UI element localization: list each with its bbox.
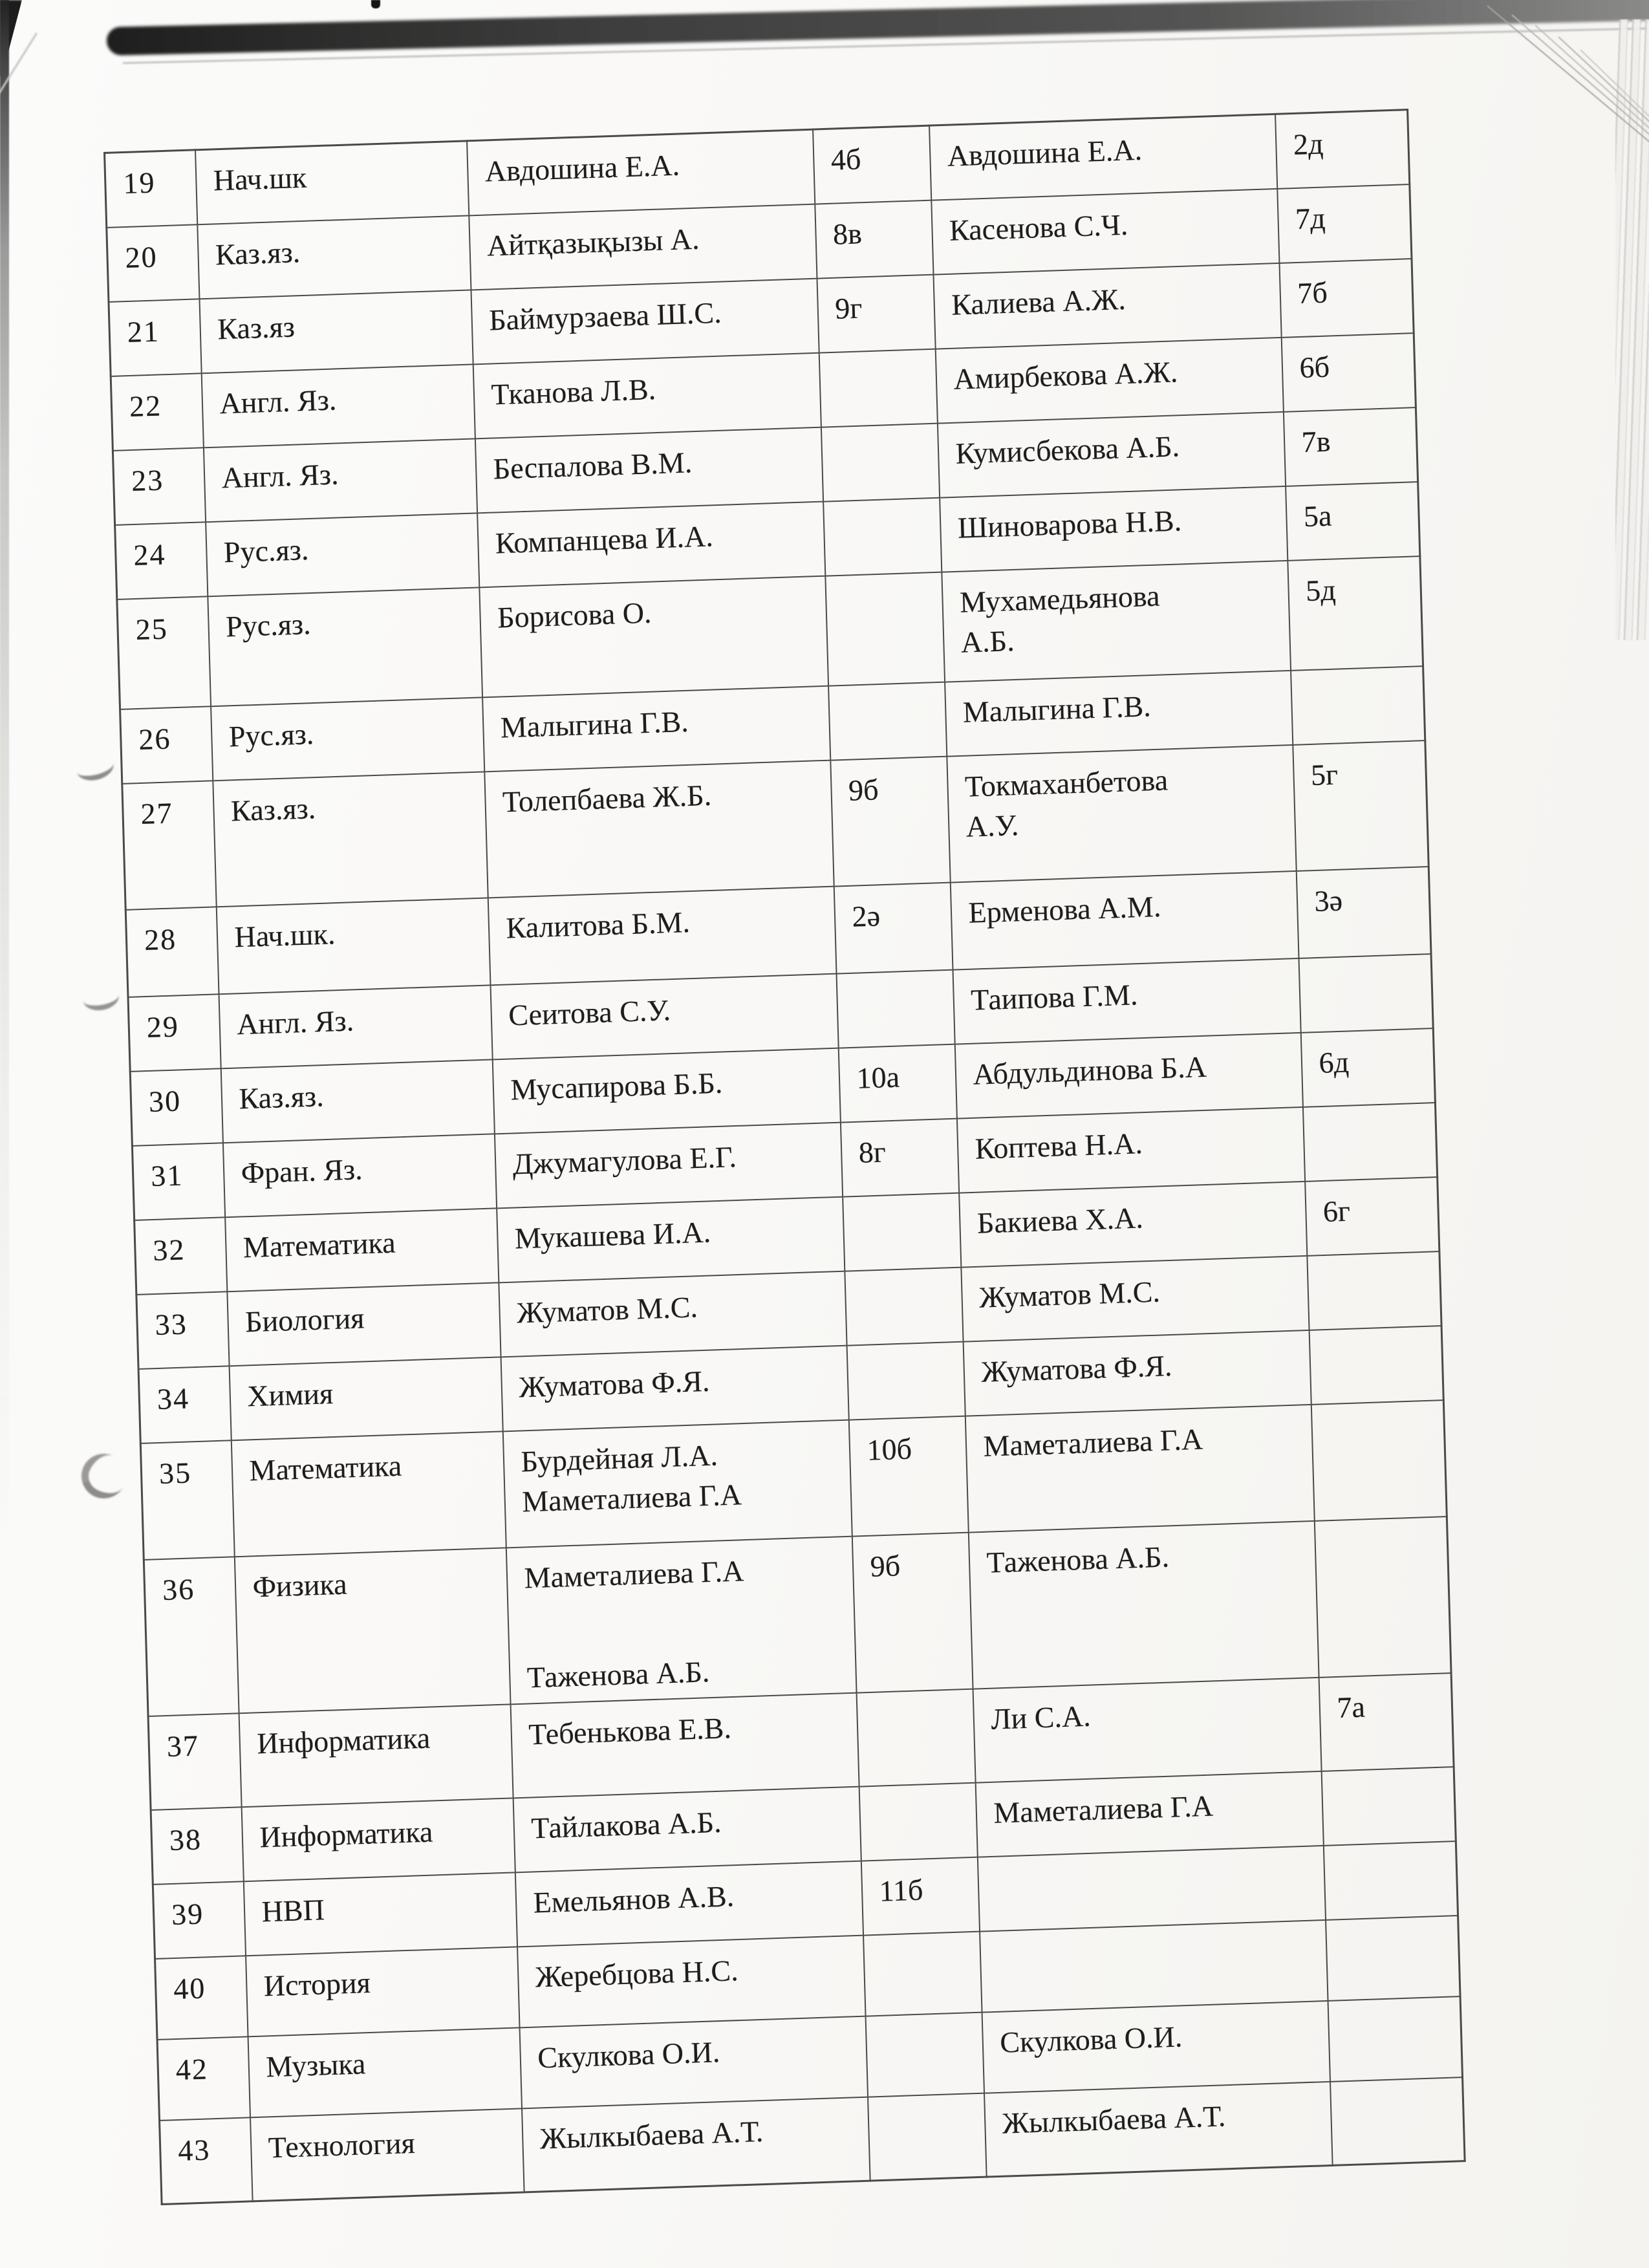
- teacher-table: [103, 109, 1466, 2205]
- cell-text: Тебенькова Е.В.: [528, 1711, 732, 1751]
- cell-text: 31: [150, 1158, 184, 1193]
- teacher-cell: [477, 501, 825, 587]
- cell-text: Англ. Яз.: [236, 1003, 354, 1041]
- cell-text: Тайлакова А.Б.: [530, 1805, 722, 1845]
- homeroom-teacher-cell: [982, 2001, 1330, 2093]
- homeroom-teacher-cell: [950, 870, 1299, 969]
- teacher-cell: [494, 1122, 842, 1208]
- subject-cell: [231, 1431, 506, 1557]
- homeroom-class-cell: [1307, 1251, 1441, 1330]
- class-cell: [838, 1044, 956, 1122]
- cell-text: 10б: [866, 1431, 912, 1467]
- punch-hole-shadow: [74, 1446, 134, 1506]
- row-number-cell: [122, 781, 216, 910]
- cell-text: Математика: [248, 1449, 402, 1487]
- cell-text: Технология: [268, 2126, 416, 2165]
- cell-text: 22: [129, 388, 162, 423]
- homeroom-teacher-cell: [933, 263, 1281, 349]
- cell-text: Нач.шк: [213, 160, 307, 197]
- class-cell: [813, 125, 931, 204]
- row-number-cell: [160, 2117, 253, 2205]
- subject-cell: [211, 697, 484, 781]
- cell-text: Ли С.А.: [990, 1699, 1092, 1736]
- subject-cell: [243, 1872, 517, 1956]
- homeroom-class-cell: [1283, 407, 1417, 486]
- cell-text: Маметалиева Г.А: [521, 1477, 742, 1518]
- row-number-cell: [144, 1557, 239, 1716]
- homeroom-class-cell: [1314, 1517, 1451, 1678]
- subject-cell: [199, 290, 473, 373]
- class-cell: [865, 2012, 984, 2097]
- homeroom-class-cell: [1319, 1673, 1454, 1771]
- teacher-assignment-table: [103, 109, 1464, 2205]
- class-cell: [825, 572, 945, 686]
- cell-text: Емельянов А.В.: [532, 1879, 735, 1919]
- cell-text: НВП: [261, 1892, 325, 1928]
- cell-text: Информатика: [259, 1815, 433, 1854]
- cell-text: 29: [146, 1009, 180, 1044]
- class-cell: [834, 882, 953, 973]
- row-number-cell: [109, 299, 201, 376]
- teacher-cell: [522, 2097, 870, 2192]
- homeroom-teacher-cell: [940, 486, 1288, 572]
- row-number-cell: [155, 1956, 248, 2040]
- cell-text: 42: [175, 2052, 209, 2086]
- cell-text: 11б: [878, 1873, 924, 1908]
- cell-text: Ерменова А.М.: [967, 889, 1161, 929]
- class-cell: [845, 1267, 963, 1345]
- homeroom-teacher-cell: [961, 1255, 1309, 1341]
- cell-text: Жеребцова Н.С.: [535, 1953, 739, 1994]
- cell-text: Малыгина Г.В.: [962, 689, 1152, 729]
- subject-cell: [203, 438, 477, 522]
- class-cell: [861, 1857, 979, 1935]
- cell-text: Абдульдинова Б.А: [972, 1050, 1207, 1091]
- cell-text: 6г: [1322, 1194, 1351, 1228]
- homeroom-class-cell: [1281, 333, 1416, 412]
- row-number-cell: [120, 706, 213, 784]
- class-cell: [817, 274, 935, 352]
- cell-text: Рус.яз.: [228, 717, 314, 753]
- cell-text: Фран. Яз.: [241, 1152, 363, 1189]
- subject-cell: [195, 141, 469, 224]
- cell-text: Токмаханбетова: [964, 762, 1169, 803]
- class-cell: [830, 756, 950, 886]
- punch-hole-shadow: [74, 751, 116, 784]
- cell-text: 39: [171, 1897, 204, 1931]
- cell-text: Тканова Л.В.: [490, 372, 656, 411]
- teacher-cell: [475, 427, 823, 513]
- subject-cell: [201, 364, 475, 448]
- subject-cell: [219, 985, 492, 1068]
- class-cell: [856, 1689, 975, 1786]
- cell-text: 7в: [1301, 424, 1331, 459]
- cell-text: Каз.яз.: [238, 1079, 325, 1115]
- homeroom-teacher-cell: [942, 560, 1291, 682]
- cell-text: А.У.: [965, 808, 1019, 843]
- homeroom-class-cell: [1275, 110, 1410, 189]
- row-number-cell: [105, 150, 197, 228]
- cell-text: 27: [140, 795, 174, 830]
- homeroom-class-cell: [1311, 1400, 1447, 1521]
- cell-text: Жуматова Ф.Я.: [518, 1364, 711, 1403]
- cell-text: Джумагулова Е.Г.: [512, 1139, 737, 1180]
- cell-text: 33: [154, 1306, 188, 1341]
- cell-text: Скулкова О.И.: [537, 2035, 720, 2075]
- class-cell: [840, 1118, 958, 1196]
- cell-text: 38: [169, 1822, 202, 1857]
- class-cell: [863, 1931, 982, 2016]
- cell-text: Музыка: [265, 2046, 366, 2084]
- cell-text: Жылкыбаева А.Т.: [1002, 2099, 1226, 2140]
- homeroom-teacher-cell: [965, 1404, 1314, 1532]
- homeroom-teacher-cell: [931, 188, 1279, 274]
- row-number-cell: [151, 1807, 243, 1885]
- cell-text: 23: [131, 462, 164, 497]
- subject-cell: [234, 1548, 510, 1713]
- cell-text: Таженова А.Б.: [526, 1654, 710, 1694]
- subject-cell: [241, 1798, 515, 1881]
- row-number-cell: [153, 1881, 245, 1959]
- cell-text: А.Б.: [960, 623, 1015, 659]
- subject-cell: [248, 2027, 521, 2117]
- homeroom-teacher-cell: [937, 411, 1285, 497]
- cell-text: Англ. Яз.: [221, 457, 339, 494]
- cell-text: Физика: [252, 1567, 348, 1603]
- cell-text: 8в: [832, 216, 863, 251]
- homeroom-class-cell: [1293, 740, 1428, 871]
- cell-text: 6б: [1299, 349, 1330, 384]
- teacher-cell: [497, 1196, 845, 1282]
- homeroom-teacher-cell: [953, 958, 1300, 1044]
- teacher-cell: [488, 886, 836, 985]
- row-number-cell: [115, 522, 208, 599]
- homeroom-class-cell: [1279, 259, 1414, 338]
- cell-text: Маметалиева Г.А: [993, 1789, 1214, 1830]
- subject-cell: [213, 772, 488, 907]
- class-cell: [848, 1416, 968, 1536]
- cell-text: 6д: [1318, 1044, 1350, 1079]
- cell-text: 40: [173, 1971, 207, 2005]
- cell-text: Айтқазықызы А.: [486, 222, 700, 262]
- homeroom-class-cell: [1302, 1103, 1437, 1182]
- cell-text: 9б: [869, 1548, 901, 1583]
- cell-text: 36: [162, 1571, 195, 1606]
- homeroom-class-cell: [1286, 482, 1420, 561]
- cell-text: 7д: [1295, 200, 1326, 235]
- teacher-cell: [471, 278, 819, 364]
- cell-text: Калиева А.Ж.: [951, 282, 1126, 321]
- homeroom-class-cell: [1309, 1326, 1443, 1405]
- cell-text: Авдошина Е.А.: [484, 148, 680, 188]
- subject-cell: [221, 1059, 494, 1143]
- cell-text: 2ә: [851, 898, 881, 933]
- subject-cell: [208, 587, 482, 706]
- class-cell: [868, 2093, 987, 2181]
- cell-text: Мухамедьянова: [959, 579, 1161, 619]
- row-number-cell: [111, 373, 203, 451]
- cell-text: Маметалиева Г.А: [523, 1553, 744, 1594]
- class-cell: [823, 497, 942, 576]
- homeroom-teacher-cell: [956, 1107, 1304, 1193]
- teacher-cell: [519, 2016, 867, 2108]
- homeroom-class-cell: [1299, 954, 1433, 1033]
- teacher-table-body: [105, 110, 1465, 2205]
- cell-text: Коптева Н.А.: [975, 1126, 1143, 1165]
- cell-text: Мусапирова Б.Б.: [510, 1066, 723, 1106]
- row-number-cell: [135, 1217, 227, 1295]
- cell-text: Биология: [244, 1301, 365, 1338]
- cell-text: Химия: [246, 1376, 334, 1412]
- cell-text: 5а: [1303, 499, 1333, 533]
- row-number-cell: [136, 1291, 229, 1369]
- cell-text: 7а: [1336, 1690, 1366, 1724]
- cell-text: Мукашева И.А.: [514, 1215, 711, 1255]
- row-number-cell: [148, 1713, 241, 1810]
- teacher-cell: [484, 760, 834, 898]
- cell-text: 5г: [1310, 757, 1339, 792]
- cell-text: 5д: [1305, 572, 1337, 607]
- row-number-cell: [113, 448, 205, 525]
- cell-text: Авдошина Е.А.: [947, 133, 1143, 173]
- class-cell: [815, 200, 933, 278]
- subject-cell: [239, 1704, 513, 1807]
- row-number-cell: [125, 907, 219, 997]
- cell-text: Таипова Г.М.: [970, 977, 1138, 1017]
- cell-text: 9б: [848, 772, 879, 807]
- cell-text: 24: [133, 537, 167, 572]
- class-cell: [821, 423, 939, 501]
- teacher-cell: [515, 1861, 863, 1947]
- cell-text: 21: [127, 314, 160, 349]
- cell-text: Жылкыбаева А.Т.: [539, 2114, 764, 2155]
- homeroom-teacher-cell: [977, 1846, 1325, 1932]
- cell-text: Малыгина Г.В.: [500, 704, 689, 744]
- homeroom-class-cell: [1323, 1841, 1458, 1920]
- row-number-cell: [157, 2036, 250, 2121]
- cell-text: Жуматов М.С.: [516, 1290, 698, 1329]
- cell-text: 4б: [830, 142, 862, 177]
- homeroom-class-cell: [1326, 1916, 1460, 2001]
- homeroom-teacher-cell: [968, 1520, 1319, 1689]
- subject-cell: [216, 898, 490, 994]
- subject-cell: [197, 215, 471, 299]
- subject-cell: [225, 1208, 499, 1291]
- cell-text: 37: [166, 1729, 200, 1763]
- cell-text: 32: [152, 1232, 186, 1267]
- row-number-cell: [128, 994, 221, 1072]
- homeroom-teacher-cell: [975, 1771, 1323, 1857]
- cell-text: 43: [177, 2133, 211, 2167]
- homeroom-class-cell: [1300, 1028, 1435, 1107]
- punch-hole-shadow: [81, 982, 121, 1013]
- homeroom-teacher-cell: [945, 670, 1293, 756]
- cell-text: Информатика: [256, 1721, 431, 1760]
- cell-text: Беспалова В.М.: [493, 445, 693, 485]
- cell-text: Англ. Яз.: [219, 382, 337, 420]
- cell-text: 30: [148, 1083, 182, 1118]
- cell-text: Каз.яз.: [215, 235, 301, 271]
- class-cell: [819, 349, 937, 427]
- cell-text: Бакиева Х.А.: [976, 1200, 1144, 1240]
- homeroom-class-cell: [1288, 556, 1423, 671]
- cell-text: Каз.яз: [217, 309, 296, 345]
- cell-text: 35: [158, 1455, 192, 1490]
- cell-text: Маметалиева Г.А: [982, 1421, 1203, 1463]
- homeroom-class-cell: [1328, 1996, 1462, 2082]
- homeroom-teacher-cell: [947, 744, 1296, 882]
- teacher-cell: [513, 1786, 861, 1872]
- row-number-cell: [132, 1143, 224, 1220]
- cell-text: Скулкова О.И.: [999, 2020, 1183, 2059]
- cell-text: 3ә: [1313, 883, 1343, 918]
- cell-text: Бурдейная Л.А.: [520, 1438, 718, 1478]
- cell-text: Жуматов М.С.: [978, 1274, 1161, 1314]
- cell-text: 9г: [834, 290, 863, 325]
- cell-text: Компанцева И.А.: [495, 519, 714, 559]
- cell-text: 34: [156, 1381, 190, 1416]
- cell-text: 26: [138, 721, 172, 756]
- cell-text: Рус.яз.: [225, 607, 312, 643]
- subject-cell: [206, 513, 479, 596]
- row-number-cell: [107, 224, 199, 302]
- teacher-cell: [467, 129, 815, 215]
- class-cell: [843, 1193, 961, 1271]
- homeroom-teacher-cell: [973, 1678, 1321, 1783]
- cell-text: 28: [144, 922, 177, 956]
- row-number-cell: [140, 1440, 234, 1560]
- cell-text: Касенова С.Ч.: [949, 208, 1128, 247]
- cut-off-text-speck: [371, 0, 380, 8]
- class-cell: [846, 1341, 965, 1420]
- subject-cell: [246, 1947, 519, 2036]
- homeroom-class-cell: [1330, 2077, 1465, 2166]
- subject-cell: [227, 1282, 501, 1366]
- cell-text: Шиноварова Н.В.: [957, 503, 1182, 545]
- homeroom-class-cell: [1321, 1767, 1456, 1846]
- subject-cell: [229, 1357, 502, 1440]
- homeroom-teacher-cell: [935, 337, 1283, 423]
- teacher-cell: [506, 1536, 856, 1704]
- class-cell: [852, 1532, 973, 1692]
- teacher-cell: [517, 1935, 865, 2027]
- class-cell: [828, 682, 947, 760]
- cell-text: Баймурзаева Ш.С.: [488, 296, 722, 336]
- homeroom-class-cell: [1291, 666, 1425, 745]
- cell-text: Каз.яз.: [230, 791, 316, 827]
- scan-left-edge-shadow: [0, 0, 9, 1552]
- scan-shadow-top-band: [107, 0, 1649, 56]
- cell-text: Толепбаева Ж.Б.: [502, 778, 712, 818]
- cell-text: 20: [124, 239, 158, 274]
- cell-text: 2д: [1293, 127, 1324, 162]
- teacher-cell: [499, 1271, 846, 1357]
- teacher-cell: [469, 204, 817, 290]
- subject-cell: [250, 2108, 524, 2201]
- teacher-cell: [482, 686, 830, 772]
- teacher-cell: [501, 1345, 848, 1431]
- cell-text: Математика: [242, 1226, 396, 1264]
- cell-text: 19: [122, 166, 156, 200]
- cell-text: 7б: [1297, 275, 1328, 310]
- cell-text: Рус.яз.: [223, 532, 309, 568]
- class-cell: [836, 969, 954, 1048]
- teacher-cell: [490, 973, 838, 1059]
- row-number-cell: [138, 1366, 231, 1443]
- teacher-cell: [479, 576, 828, 697]
- cell-text: Амирбекова А.Ж.: [953, 354, 1178, 396]
- cell-text: Борисова О.: [497, 596, 652, 634]
- cell-text: 25: [135, 611, 169, 646]
- homeroom-class-cell: [1305, 1177, 1439, 1256]
- teacher-cell: [510, 1692, 859, 1798]
- cell-text: История: [263, 1965, 371, 2003]
- homeroom-class-cell: [1277, 184, 1412, 263]
- row-number-cell: [117, 596, 211, 709]
- teacher-cell: [492, 1048, 840, 1134]
- cell-text: Кумисбекова А.Б.: [955, 429, 1180, 470]
- cell-text: 10а: [856, 1060, 900, 1095]
- row-number-cell: [130, 1068, 222, 1146]
- cell-text: 8г: [858, 1134, 887, 1169]
- homeroom-class-cell: [1296, 867, 1431, 958]
- cell-text: Сеитова С.У.: [508, 993, 671, 1031]
- teacher-cell: [502, 1420, 852, 1548]
- homeroom-teacher-cell: [984, 2082, 1333, 2177]
- cell-text: Жуматова Ф.Я.: [980, 1348, 1173, 1388]
- class-cell: [859, 1782, 977, 1861]
- cell-text: Таженова А.Б.: [986, 1539, 1170, 1579]
- cell-text: Калитова Б.М.: [505, 905, 691, 944]
- homeroom-teacher-cell: [963, 1330, 1311, 1416]
- cell-text: Нач.шк.: [233, 916, 336, 953]
- homeroom-teacher-cell: [954, 1032, 1302, 1118]
- subject-cell: [222, 1134, 496, 1217]
- homeroom-teacher-cell: [980, 1920, 1328, 2013]
- homeroom-teacher-cell: [929, 114, 1277, 200]
- teacher-cell: [473, 352, 821, 438]
- homeroom-teacher-cell: [959, 1181, 1307, 1267]
